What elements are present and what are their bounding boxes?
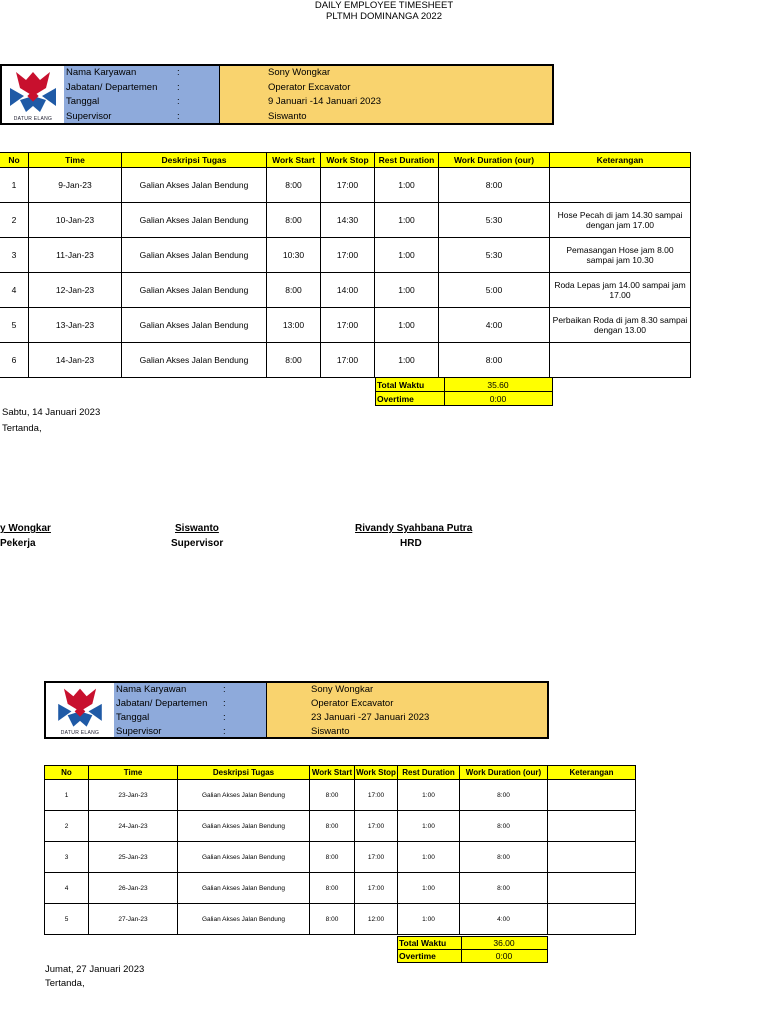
cell-no: 4 xyxy=(0,273,29,308)
col-header-time: Time xyxy=(89,766,178,780)
info-colon: : xyxy=(223,726,226,737)
info-colon: : xyxy=(223,684,226,695)
cell-time: 13-Jan-23 xyxy=(29,308,122,343)
cell-description: Galian Akses Jalan Bendung xyxy=(122,273,267,308)
table-row xyxy=(0,273,691,308)
cell-work-stop: 14:00 xyxy=(321,273,375,308)
cell-work-duration: 8:00 xyxy=(460,873,548,904)
cell-no: 6 xyxy=(0,343,29,378)
info-value-supervisor: Siswanto xyxy=(268,111,307,122)
info-label-date: Tanggal xyxy=(66,96,100,107)
info-value-position: Operator Excavator xyxy=(311,698,394,709)
cell-work-start: 8:00 xyxy=(310,842,355,873)
cell-work-start: 8:00 xyxy=(267,203,321,238)
cell-description: Galian Akses Jalan Bendung xyxy=(122,168,267,203)
info-colon: : xyxy=(177,82,180,93)
cell-rest-duration: 1:00 xyxy=(398,873,460,904)
col-header-work-duration: Work Duration (our) xyxy=(439,153,550,168)
total-label: Total Waktu xyxy=(398,937,462,949)
cell-time: 24-Jan-23 xyxy=(89,811,178,842)
cell-work-stop: 17:00 xyxy=(321,308,375,343)
col-header-notes: Keterangan xyxy=(550,153,691,168)
info-value-date: 9 Januari -14 Januari 2023 xyxy=(268,96,382,107)
cell-work-start: 8:00 xyxy=(310,811,355,842)
table-row xyxy=(0,168,691,203)
cell-work-stop: 17:00 xyxy=(355,780,398,811)
cell-work-stop: 14:30 xyxy=(321,203,375,238)
overtime-row-1 xyxy=(375,391,553,406)
document-title-block xyxy=(0,0,768,22)
table-row xyxy=(45,811,636,842)
cell-time: 26-Jan-23 xyxy=(89,873,178,904)
cell-description: Galian Akses Jalan Bendung xyxy=(122,343,267,378)
col-header-no: No xyxy=(45,766,89,780)
cell-work-duration: 5:30 xyxy=(439,238,550,273)
info-label-position: Jabatan/ Departemen xyxy=(66,82,158,93)
total-label: Total Waktu xyxy=(376,378,445,391)
overtime-row-2 xyxy=(397,949,548,963)
cell-notes xyxy=(548,904,636,935)
cell-notes: Pemasangan Hose jam 8.00 sampai jam 10.30 xyxy=(550,238,691,273)
sign-date-2: Jumat, 27 Januari 2023 xyxy=(45,964,145,975)
col-header-work-stop: Work Stop xyxy=(321,153,375,168)
cell-rest-duration: 1:00 xyxy=(398,811,460,842)
cell-notes: Hose Pecah di jam 14.30 sampai dengan jam 17.00 xyxy=(550,203,691,238)
cell-time: 9-Jan-23 xyxy=(29,168,122,203)
timesheet-table-2 xyxy=(44,765,636,935)
col-header-work-stop: Work Stop xyxy=(355,766,398,780)
cell-work-stop: 17:00 xyxy=(321,343,375,378)
info-label-supervisor: Supervisor xyxy=(66,111,112,122)
cell-work-start: 10:30 xyxy=(267,238,321,273)
cell-notes xyxy=(548,780,636,811)
info-colon: : xyxy=(177,96,180,107)
cell-description: Galian Akses Jalan Bendung xyxy=(178,811,310,842)
table-row xyxy=(0,203,691,238)
cell-work-stop: 12:00 xyxy=(355,904,398,935)
sign-date-1: Sabtu, 14 Januari 2023 xyxy=(2,407,101,418)
cell-work-start: 8:00 xyxy=(310,904,355,935)
employee-info-block-1 xyxy=(0,64,554,125)
cell-no: 5 xyxy=(45,904,89,935)
table-row xyxy=(45,904,636,935)
cell-work-duration: 8:00 xyxy=(460,842,548,873)
cell-description: Galian Akses Jalan Bendung xyxy=(178,780,310,811)
cell-work-duration: 4:00 xyxy=(439,308,550,343)
cell-work-duration: 4:00 xyxy=(460,904,548,935)
signed-by-2: Tertanda, xyxy=(45,978,85,989)
total-hours-row-1 xyxy=(375,377,553,392)
col-header-work-duration: Work Duration (our) xyxy=(460,766,548,780)
cell-work-stop: 17:00 xyxy=(355,842,398,873)
signature-role-hrd: HRD xyxy=(400,538,422,549)
cell-rest-duration: 1:00 xyxy=(375,168,439,203)
cell-description: Galian Akses Jalan Bendung xyxy=(178,873,310,904)
cell-time: 11-Jan-23 xyxy=(29,238,122,273)
cell-work-start: 8:00 xyxy=(310,780,355,811)
cell-work-start: 8:00 xyxy=(267,343,321,378)
total-value: 36.00 xyxy=(493,938,515,948)
cell-rest-duration: 1:00 xyxy=(398,904,460,935)
datur-elang-logo-icon xyxy=(46,683,114,737)
cell-work-stop: 17:00 xyxy=(321,238,375,273)
cell-description: Galian Akses Jalan Bendung xyxy=(178,904,310,935)
company-logo xyxy=(46,683,115,737)
signature-role-supervisor: Supervisor xyxy=(171,538,224,549)
cell-rest-duration: 1:00 xyxy=(375,238,439,273)
cell-work-stop: 17:00 xyxy=(355,811,398,842)
cell-no: 3 xyxy=(0,238,29,273)
cell-work-start: 8:00 xyxy=(267,273,321,308)
col-header-rest-duration: Rest Duration xyxy=(398,766,460,780)
cell-time: 14-Jan-23 xyxy=(29,343,122,378)
cell-notes: Perbaikan Roda di jam 8.30 sampai dengan 13.00 xyxy=(550,308,691,343)
info-label-position: Jabatan/ Departemen xyxy=(116,698,208,709)
info-label-name: Nama Karyawan xyxy=(116,684,187,695)
employee-info-block-2 xyxy=(44,681,549,739)
cell-work-duration: 8:00 xyxy=(460,811,548,842)
signature-name-worker: y Wongkar xyxy=(0,523,51,534)
cell-work-duration: 8:00 xyxy=(439,168,550,203)
signature-name-hrd: Rivandy Syahbana Putra xyxy=(355,523,473,534)
cell-rest-duration: 1:00 xyxy=(398,780,460,811)
info-value-position: Operator Excavator xyxy=(268,82,351,93)
cell-work-stop: 17:00 xyxy=(321,168,375,203)
cell-time: 23-Jan-23 xyxy=(89,780,178,811)
cell-no: 4 xyxy=(45,873,89,904)
info-colon: : xyxy=(177,111,180,122)
col-header-description: Deskripsi Tugas xyxy=(122,153,267,168)
cell-work-stop: 17:00 xyxy=(355,873,398,904)
col-header-rest-duration: Rest Duration xyxy=(375,153,439,168)
cell-work-duration: 8:00 xyxy=(439,343,550,378)
cell-rest-duration: 1:00 xyxy=(375,203,439,238)
overtime-label: Overtime xyxy=(398,950,462,962)
col-header-no: No xyxy=(0,153,29,168)
datur-elang-logo-icon xyxy=(2,66,64,123)
info-label-date: Tanggal xyxy=(116,712,150,723)
table-row xyxy=(45,873,636,904)
cell-notes: Roda Lepas jam 14.00 sampai jam 17.00 xyxy=(550,273,691,308)
timesheet-table-1 xyxy=(0,152,691,378)
cell-rest-duration: 1:00 xyxy=(398,842,460,873)
cell-no: 3 xyxy=(45,842,89,873)
overtime-label: Overtime xyxy=(376,392,445,405)
info-value-name: Sony Wongkar xyxy=(311,684,374,695)
company-logo xyxy=(2,66,65,123)
info-colon: : xyxy=(223,698,226,709)
info-value-date: 23 Januari -27 Januari 2023 xyxy=(311,712,430,723)
signature-name-supervisor: Siswanto xyxy=(175,523,219,534)
info-value-name: Sony Wongkar xyxy=(268,67,331,78)
cell-description: Galian Akses Jalan Bendung xyxy=(122,203,267,238)
cell-notes xyxy=(550,168,691,203)
cell-rest-duration: 1:00 xyxy=(375,273,439,308)
overtime-value: 0:00 xyxy=(495,951,513,961)
cell-time: 10-Jan-23 xyxy=(29,203,122,238)
col-header-work-start: Work Start xyxy=(310,766,355,780)
cell-work-start: 13:00 xyxy=(267,308,321,343)
logo-caption: DATUR ELANG xyxy=(13,116,53,122)
cell-description: Galian Akses Jalan Bendung xyxy=(178,842,310,873)
cell-work-duration: 5:30 xyxy=(439,203,550,238)
document-subtitle: PLTMH DOMINANGA 2022 xyxy=(326,11,442,22)
info-label-supervisor: Supervisor xyxy=(116,726,162,737)
cell-no: 2 xyxy=(0,203,29,238)
table-header-row xyxy=(0,153,691,168)
col-header-description: Deskripsi Tugas xyxy=(178,766,310,780)
table-row xyxy=(45,780,636,811)
logo-caption: DATUR ELANG xyxy=(60,730,100,736)
signature-role-worker: Pekerja xyxy=(0,538,36,549)
cell-rest-duration: 1:00 xyxy=(375,343,439,378)
cell-no: 5 xyxy=(0,308,29,343)
cell-notes xyxy=(548,842,636,873)
cell-work-start: 8:00 xyxy=(310,873,355,904)
cell-description: Galian Akses Jalan Bendung xyxy=(122,238,267,273)
table-row xyxy=(0,238,691,273)
col-header-time: Time xyxy=(29,153,122,168)
document-title: DAILY EMPLOYEE TIMESHEET xyxy=(314,0,454,11)
info-colon: : xyxy=(223,712,226,723)
cell-time: 27-Jan-23 xyxy=(89,904,178,935)
cell-work-start: 8:00 xyxy=(267,168,321,203)
info-colon: : xyxy=(177,67,180,78)
cell-time: 25-Jan-23 xyxy=(89,842,178,873)
cell-rest-duration: 1:00 xyxy=(375,308,439,343)
cell-no: 1 xyxy=(0,168,29,203)
total-value: 35.60 xyxy=(487,379,509,390)
signed-by-1: Tertanda, xyxy=(2,423,42,434)
col-header-notes: Keterangan xyxy=(548,766,636,780)
cell-description: Galian Akses Jalan Bendung xyxy=(122,308,267,343)
info-value-supervisor: Siswanto xyxy=(311,726,350,737)
table-row xyxy=(0,308,691,343)
table-header-row xyxy=(45,766,636,780)
cell-no: 1 xyxy=(45,780,89,811)
cell-no: 2 xyxy=(45,811,89,842)
cell-work-duration: 8:00 xyxy=(460,780,548,811)
table-row xyxy=(0,343,691,378)
info-label-name: Nama Karyawan xyxy=(66,67,137,78)
total-hours-row-2 xyxy=(397,936,548,950)
overtime-value: 0:00 xyxy=(489,393,507,404)
table-row xyxy=(45,842,636,873)
cell-notes xyxy=(548,873,636,904)
cell-work-duration: 5:00 xyxy=(439,273,550,308)
cell-time: 12-Jan-23 xyxy=(29,273,122,308)
cell-notes xyxy=(550,343,691,378)
col-header-work-start: Work Start xyxy=(267,153,321,168)
cell-notes xyxy=(548,811,636,842)
